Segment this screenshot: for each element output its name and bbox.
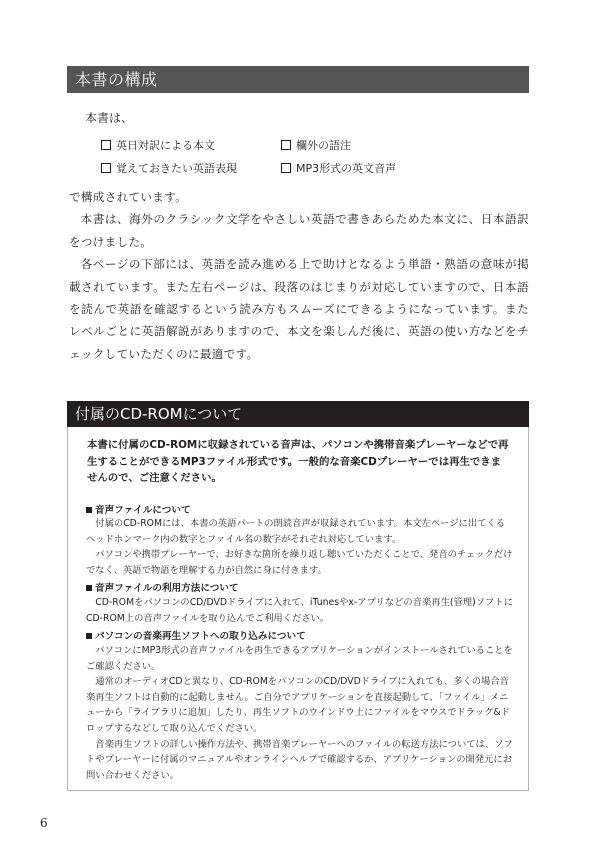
checklist-item bbox=[101, 137, 215, 153]
square-bullet-icon bbox=[86, 633, 92, 639]
cdrom-lead-text: 本書に付属のCD-ROMに収録されている音声は、パソコンや携帯音楽プレーヤーなどで再生することができるMP3ファイル形式です。一般的な音楽CDプレーヤーでは再生できませんので、ご注意ください。 bbox=[87, 439, 509, 485]
section-title-composition: 本書の構成 bbox=[67, 66, 529, 93]
body-paragraph: 本書は、海外のクラシック文学をやさしい英語で書きあらためた本文に、日本語訳をつけました。 bbox=[69, 212, 529, 249]
body-paragraph: CD-ROMをパソコンのCD/DVDドライブに入れて、iTunesやx-アプリなどの音楽再生(管理)ソフトにCD-ROM上の音声ファイルを取り込んでご利用ください。 bbox=[86, 597, 513, 624]
body-paragraph: 付属のCD-ROMには、本書の英語パートの朗読音声が収録されています。本文左ページに出てくるヘッドホンマーク内の数字とファイル名の数字がそれぞれ対応しています。 bbox=[86, 518, 506, 545]
checklist-label: 覚えておきたい英語表現 bbox=[116, 162, 237, 175]
subsection-heading-text: パソコンの音楽再生ソフトへの取り込みについて bbox=[95, 631, 306, 642]
body-paragraph: パソコンや携帯プレーヤーで、お好きな箇所を繰り返し聴いていただくことで、発音のチェックだけでなく、英語で物語を理解する力が自然に身に付きます。 bbox=[86, 549, 513, 576]
subsection-body bbox=[86, 643, 514, 783]
checklist-label: 欄外の語注 bbox=[296, 139, 351, 152]
subsection-heading bbox=[86, 580, 239, 594]
page-number: 6 bbox=[40, 816, 48, 830]
checklist-label: MP3形式の英文音声 bbox=[296, 162, 397, 175]
subsection-heading bbox=[86, 628, 306, 642]
square-bullet-icon bbox=[86, 507, 92, 513]
checklist-item bbox=[281, 160, 396, 176]
checkbox-icon bbox=[101, 140, 111, 150]
checklist-item bbox=[101, 160, 237, 176]
subsection-body bbox=[86, 516, 514, 578]
checkbox-icon bbox=[281, 140, 291, 150]
subsection-heading-text: 音声ファイルについて bbox=[95, 505, 191, 516]
subsection-heading-text: 音声ファイルの利用方法について bbox=[95, 583, 239, 594]
checklist-item bbox=[281, 137, 351, 153]
body-paragraph: 各ページの下部には、英語を読み進める上で助けとなるよう単語・熟語の意味が掲載されています。また左右ページは、段落のはじまりが対応していますので、日本語を読んで英語を確認するという読み方もスムーズにできるようになっています。またレベルごとに英語解説がありますので、本文を楽しんだ後に、英語の使い方などをチェックしていただくのに最適です。 bbox=[69, 257, 529, 361]
intro-text: 本書は、 bbox=[85, 111, 134, 125]
body-paragraph: 通常のオーディオCDと異なり、CD-ROMをパソコンのCD/DVDドライブに入れても、多くの場合音楽再生ソフトは自動的に起動しません。ご自分でアプリケーションを直接起動して、「ファイル」メニューから「ライブラリに追加」したり、再生ソフトのウインドウ上にファイルをマウスでドラッグ&ドロップするなどして取り込んでください。 bbox=[86, 676, 510, 734]
subsection-heading bbox=[86, 502, 191, 516]
body-paragraph: で構成されています。 bbox=[69, 190, 188, 204]
checkbox-icon bbox=[281, 163, 291, 173]
square-bullet-icon bbox=[86, 585, 92, 591]
checklist-label: 英日対訳による本文 bbox=[116, 139, 215, 152]
body-paragraph: パソコンにMP3形式の音声ファイルを再生できるアプリケーションがインストールされていることをご確認ください。 bbox=[86, 645, 513, 672]
body-paragraph: 音楽再生ソフトの詳しい操作方法や、携帯音楽プレーヤーへのファイルの転送方法については、ソフトやプレーヤーに付属のマニュアルやオンラインヘルプで確認するか、アプリケーションの開発元にお問い合わせください。 bbox=[86, 738, 513, 781]
checkbox-icon bbox=[101, 163, 111, 173]
section-title-cdrom: 付属のCD-ROMについて bbox=[67, 401, 529, 427]
subsection-body bbox=[86, 595, 514, 626]
section1-body bbox=[69, 186, 529, 365]
